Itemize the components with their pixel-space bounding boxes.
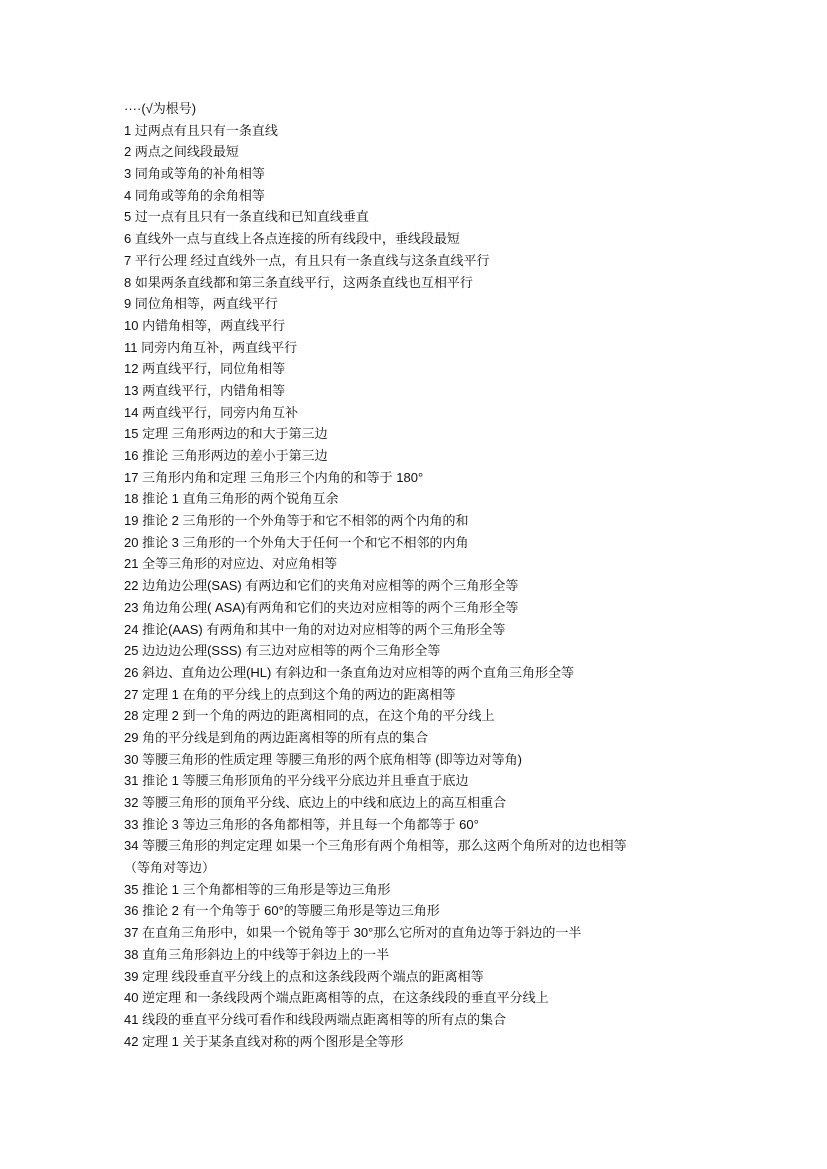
text-line: 3 同角或等角的补角相等 <box>124 166 265 182</box>
text-line: 21 全等三角形的对应边、对应角相等 <box>124 556 338 572</box>
document-body <box>124 98 724 1052</box>
text-line: 36 推论 2 有一个角等于 60°的等腰三角形是等边三角形 <box>124 903 440 919</box>
text-line: 32 等腰三角形的顶角平分线、底边上的中线和底边上的高互相重合 <box>124 795 507 810</box>
text-line: 27 定理 1 在角的平分线上的点到这个角的两边的距离相等 <box>124 686 456 702</box>
text-line: 10 内错角相等，两直线平行 <box>124 317 286 333</box>
text-line: 38 直角三角形斜边上的中线等于斜边上的一半 <box>124 946 390 962</box>
text-line: 6 直线外一点与直线上各点连接的所有线段中，垂线段最短 <box>124 231 460 247</box>
text-line: 33 推论 3 等边三角形的各角都相等，并且每一个角都等于 60° <box>124 816 479 832</box>
text-line: 7 平行公理 经过直线外一点，有且只有一条直线与这条直线平行 <box>124 252 490 268</box>
text-line: 20 推论 3 三角形的一个外角大于任何一个和它不相邻的内角 <box>124 534 469 550</box>
text-line: 29 角的平分线是到角的两边距离相等的所有点的集合 <box>124 729 429 745</box>
text-line: 37 在直角三角形中，如果一个锐角等于 30°那么它所对的直角边等于斜边的一半 <box>124 925 582 941</box>
text-line: 4 同角或等角的余角相等 <box>124 187 265 203</box>
text-line: 25 边边边公理(SSS) 有三边对应相等的两个三角形全等 <box>124 643 441 659</box>
text-line: 15 定理 三角形两边的和大于第三边 <box>124 426 328 442</box>
text-line-continuation: （等角对等边） <box>124 860 216 876</box>
text-line: 8 如果两条直线都和第三条直线平行，这两条直线也互相平行 <box>124 274 473 290</box>
text-line: 2 两点之间线段最短 <box>124 144 239 160</box>
text-line: 35 推论 1 三个角都相等的三角形是等边三角形 <box>124 881 391 897</box>
text-line: 13 两直线平行，内错角相等 <box>124 382 286 398</box>
text-line: 22 边角边公理(SAS) 有两边和它们的夹角对应相等的两个三角形全等 <box>124 578 519 594</box>
text-line: 23 角边角公理( ASA)有两角和它们的夹边对应相等的两个三角形全等 <box>124 599 519 615</box>
text-line: 39 定理 线段垂直平分线上的点和这条线段两个端点的距离相等 <box>124 968 484 984</box>
text-line: 11 同旁内角互补，两直线平行 <box>124 339 298 355</box>
text-line: 34 等腰三角形的判定定理 如果一个三角形有两个角相等，那么这两个角所对的边也相等 <box>124 838 627 854</box>
text-line: 41 线段的垂直平分线可看作和线段两端点距离相等的所有点的集合 <box>124 1011 507 1027</box>
text-line: 17 三角形内角和定理 三角形三个内角的和等于 180° <box>124 469 424 485</box>
text-line: 16 推论 三角形两边的差小于第三边 <box>124 448 328 463</box>
text-line: 31 推论 1 等腰三角形顶角的平分线平分底边并且垂直于底边 <box>124 773 469 789</box>
text-line: 1 过两点有且只有一条直线 <box>124 122 278 138</box>
text-line: 42 定理 1 关于某条直线对称的两个图形是全等形 <box>124 1033 404 1049</box>
text-line: 14 两直线平行，同旁内角互补 <box>124 404 299 420</box>
text-line: 24 推论(AAS) 有两角和其中一角的对边对应相等的两个三角形全等 <box>124 621 506 637</box>
text-line: 30 等腰三角形的性质定理 等腰三角形的两个底角相等 (即等边对等角) <box>124 751 522 767</box>
text-line: 9 同位角相等，两直线平行 <box>124 296 278 312</box>
text-line: 12 两直线平行，同位角相等 <box>124 361 286 377</box>
text-line: 5 过一点有且只有一条直线和已知直线垂直 <box>124 209 369 225</box>
text-line: 18 推论 1 直角三角形的两个锐角互余 <box>124 491 339 507</box>
text-line: 19 推论 2 三角形的一个外角等于和它不相邻的两个内角的和 <box>124 513 469 529</box>
text-line: 26 斜边、直角边公理(HL) 有斜边和一条直角边对应相等的两个直角三角形全等 <box>124 664 574 680</box>
text-line: 28 定理 2 到一个角的两边的距离相同的点，在这个角的平分线上 <box>124 708 495 724</box>
text-line: 40 逆定理 和一条线段两个端点距离相等的点，在这条线段的垂直平分线上 <box>124 990 549 1006</box>
header-line: ····(√为根号) <box>124 101 197 116</box>
